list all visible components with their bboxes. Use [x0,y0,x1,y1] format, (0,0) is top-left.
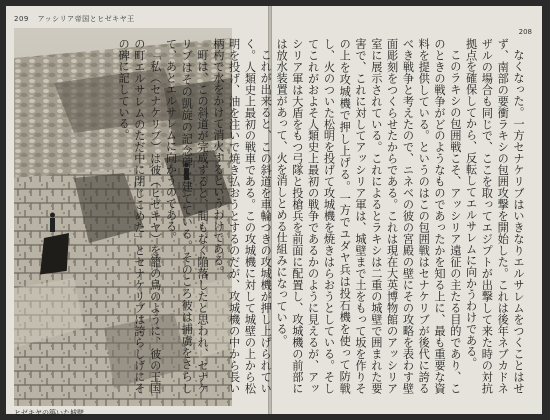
left-page-number: 209 [14,15,29,23]
paragraph: これが出来ると、この斜道を車輪つきの攻城機が押し上げられていく。人類史上最初の戦車である。この攻城機に対して城壁の上から松明を投げ、油を注いで焼き払おうとするのだが、攻城機の中から長い柄杓で水をかけて消火するというわけである。 [211,38,273,394]
photo-caption: ヒゼキヤの築いた城壁 [14,409,84,417]
running-head [14,14,135,24]
paragraph: 町は、この斜道が完成すると、間もなく陥落したと思われ、セナケリブはその凱旋の記念碑を建てている。そのころ彼は捕虜をさらして、あとエルサレムに向かうのである。 [164,38,210,394]
chapter-title: アッシリア帝国とヒゼキヤ王 [37,15,135,23]
body-text [117,38,526,394]
right-page-number: 208 [518,28,532,36]
paragraph: なくなった。一方セナケリブはいきなりエルサレムをつくことはせず、南部の要衝ラキシの包囲攻撃を開始した。これは後年ネブカドネザルの場合も同じで、ここを取ってエジプトが出撃して来た時の対抗拠点を確保してから、反転してエルサレムに向かうわけである。 [464,38,525,394]
paragraph: 「私（セナケリブ）は彼（ヒゼキヤ）を籠の鳥のように、彼の王国の町エルサレムのただ中に閉じこめた」とセナケリブは誇らしげにその碑に記している。 [117,38,162,394]
paragraph: このラキシの包囲戦こそ、アッシリア遠征の主たる目的であり、このときの戦争がどのようなものであったかを知る上に、最も重要な資料を提供している。というのはこの包囲戦はセナケリブが後代に誇るべき戦争と考えたので、ニネベの彼の宮殿の壁にその攻略を表わす壁面彫刻をつくらせたからである。これは現在大英博物館のアッシリア室に展示されている。これによるとラキシは二重の城壁で囲まれた要害で、これに対してアッシリア軍は、城壁まで土をもって坂を作りその上を攻城機で押し上げる。一方でユダヤ兵は投石機を使って防戦し、火のついた松明を投げて攻城機を焼きはらおうとしている。そしてこれがおよそ人類史上最初の戦争であるかのように見えるが、アッシリア軍は大盾をもつ弓隊と投槍兵を前面に配置し、攻城機の前部には放水装置があって、火を消しとめる仕組みになっている。 [275,38,462,394]
right-page [117,6,542,414]
